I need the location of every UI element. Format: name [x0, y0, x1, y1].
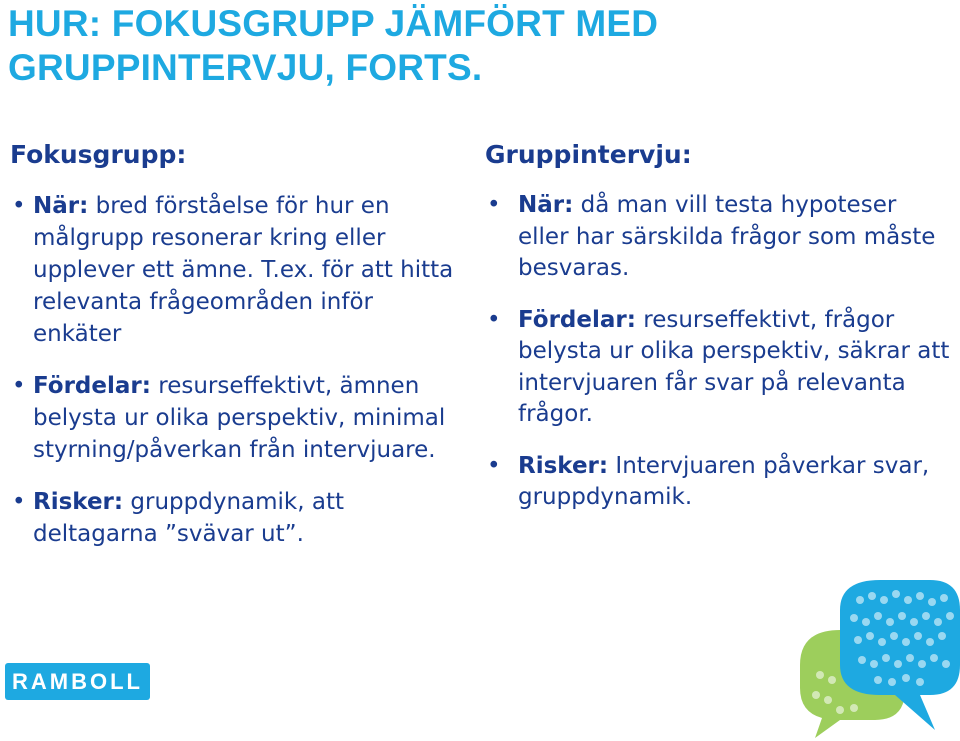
focus-group-points: [10, 190, 465, 550]
list-item: [485, 305, 950, 431]
item-label: När:: [33, 193, 89, 219]
group-interview-heading: Gruppintervju:: [485, 140, 692, 169]
item-label: När:: [518, 192, 574, 218]
bullet-icon: •: [487, 452, 501, 479]
list-item: [10, 190, 465, 350]
item-text: bred förståelse för hur en målgrupp resonerar kring eller upplever ett ämne. T.ex. för att hitta relevanta frågeområden inför enkäter: [33, 193, 454, 347]
item-text: Intervjuaren påverkar svar, gruppdynamik.: [518, 452, 930, 510]
item-text: resurseffektivt, frågor belysta ur olika perspektiv, säkrar att intervjuaren får svar på relevanta frågor.: [518, 306, 950, 427]
group-interview-column: [485, 140, 950, 534]
bullet-icon: •: [487, 192, 501, 218]
bullet-icon: •: [12, 489, 26, 515]
list-item: [10, 486, 465, 550]
ramboll-logo: RAMBOLL: [5, 663, 150, 700]
focus-group-heading: Fokusgrupp:: [10, 140, 187, 169]
item-text: gruppdynamik, att deltagarna ”svävar ut”.: [33, 489, 345, 547]
item-text: då man vill testa hypoteser eller har särskilda frågor som måste besvaras.: [518, 192, 936, 281]
speech-bubbles-icon: [770, 570, 960, 741]
item-label: Fördelar:: [518, 306, 636, 333]
list-item: [485, 451, 950, 514]
item-label: Risker:: [518, 452, 609, 479]
item-label: Fördelar:: [33, 373, 151, 399]
list-item: [485, 190, 950, 285]
focus-group-column: [10, 140, 465, 570]
bullet-icon: •: [12, 373, 26, 399]
item-text: resurseffektivt, ämnen belysta ur olika perspektiv, minimal styrning/påverkan från intervjuare.: [33, 373, 446, 463]
list-item: [10, 370, 465, 466]
group-interview-points: [485, 190, 950, 514]
slide-title: HUR: FOKUSGRUPP JÄMFÖRT MED GRUPPINTERVJU, FORTS.: [8, 3, 659, 88]
item-label: Risker:: [33, 489, 124, 515]
bullet-icon: •: [487, 306, 501, 333]
bullet-icon: •: [12, 193, 26, 219]
